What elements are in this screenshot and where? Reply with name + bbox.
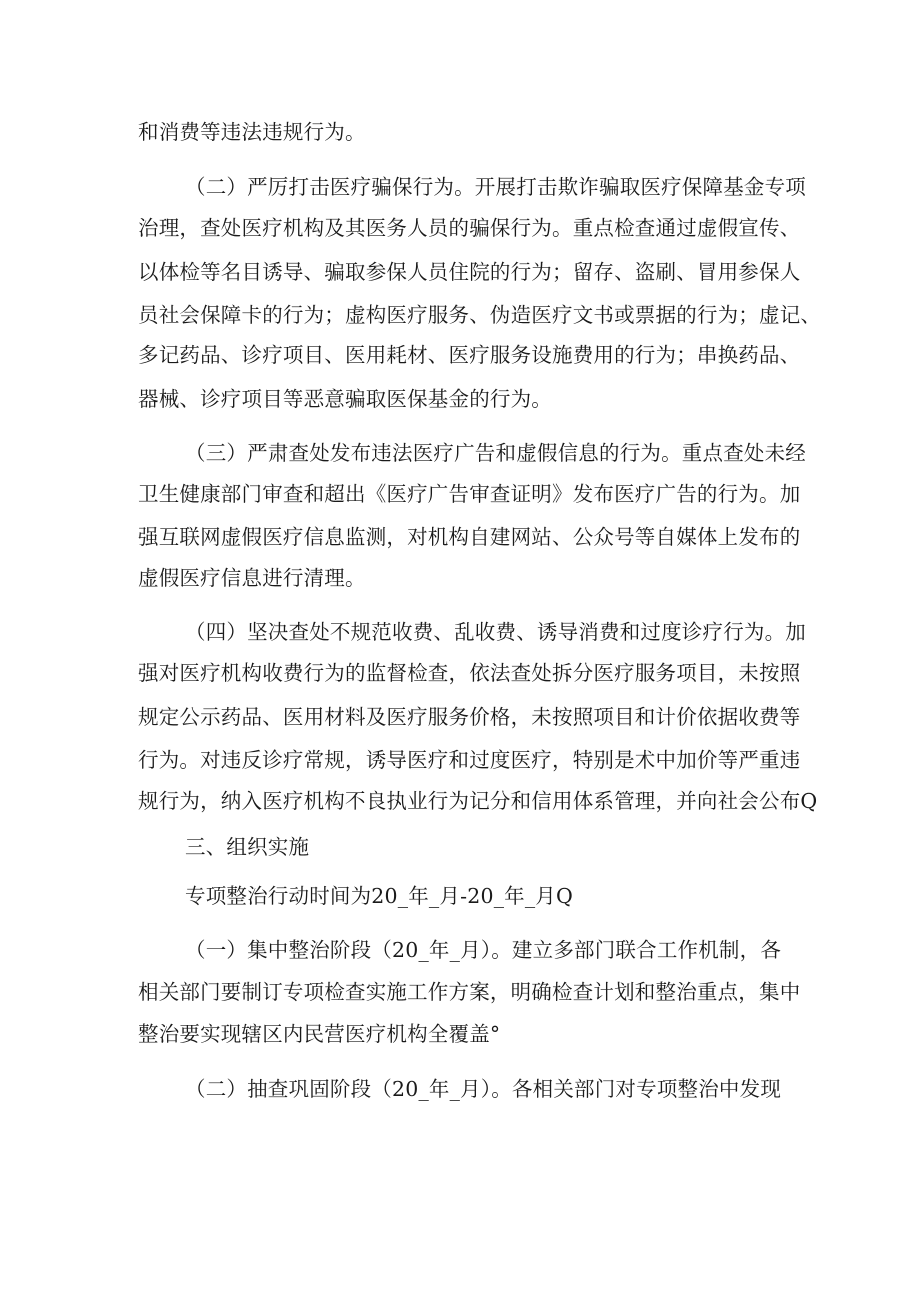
body-text-line: 规定公示药品、医用材料及医疗服务价格，未按照项目和计价依据收费等 (138, 705, 801, 729)
body-text-line: 规行为，纳入医疗机构不良执业行为记分和信用体系管理，并向社会公布Q (138, 789, 818, 813)
body-text-line: 整治要实现辖区内民营医疗机构全覆盖° (138, 1022, 501, 1046)
body-text-line: 强对医疗机构收费行为的监督检查，依法查处拆分医疗服务项目，未按照 (138, 661, 801, 685)
body-text-line: 器械、诊疗项目等恶意骗取医保基金的行为。 (138, 387, 552, 411)
phase-1-heading-line: （一）集中整治阶段（20_年_月）。建立多部门联合工作机制，各 (185, 938, 782, 962)
body-text-line: 强互联网虚假医疗信息监测，对机构自建网站、公众号等自媒体上发布的 (138, 525, 801, 549)
body-text-line: 多记药品、诊疗项目、医用耗材、医疗服务设施费用的行为；串换药品、 (138, 343, 801, 367)
body-text-line: 虚假医疗信息进行清理。 (138, 566, 366, 590)
body-text-line: 员社会保障卡的行为；虚构医疗服务、伪造医疗文书或票据的行为；虚记、 (138, 303, 822, 327)
phase-2-heading-line: （二）抽查巩固阶段（20_年_月）。各相关部门对专项整治中发现 (185, 1077, 782, 1101)
section-heading: 三、组织实施 (185, 835, 310, 859)
body-text-line: 相关部门要制订专项检查实施工作方案，明确检查计划和整治重点，集中 (138, 980, 801, 1004)
body-text-line: 行为。对违反诊疗常规，诱导医疗和过度医疗，特别是术中加价等严重违 (138, 748, 801, 772)
body-text-line: 以体检等名目诱导、骗取参保人员住院的行为；留存、盗刷、冒用参保人 (138, 260, 801, 284)
body-text-line: 和消费等违法违规行为。 (138, 120, 366, 144)
body-text-line: 卫生健康部门审查和超出《医疗广告审查证明》发布医疗广告的行为。加 (138, 482, 801, 506)
section-4-heading-line: （四）坚决查处不规范收费、乱收费、诱导消费和过度诊疗行为。加 (185, 620, 806, 644)
section-2-heading-line: （二）严厉打击医疗骗保行为。开展打击欺诈骗取医疗保障基金专项 (185, 175, 806, 199)
section-3-heading-line: （三）严肃查处发布违法医疗广告和虚假信息的行为。重点查处未经 (185, 441, 806, 465)
body-text-line: 治理，查处医疗机构及其医务人员的骗保行为。重点检查通过虚假宣传、 (138, 216, 801, 240)
body-text-line: 专项整治行动时间为20_年_月-20_年_月Q (185, 884, 574, 908)
